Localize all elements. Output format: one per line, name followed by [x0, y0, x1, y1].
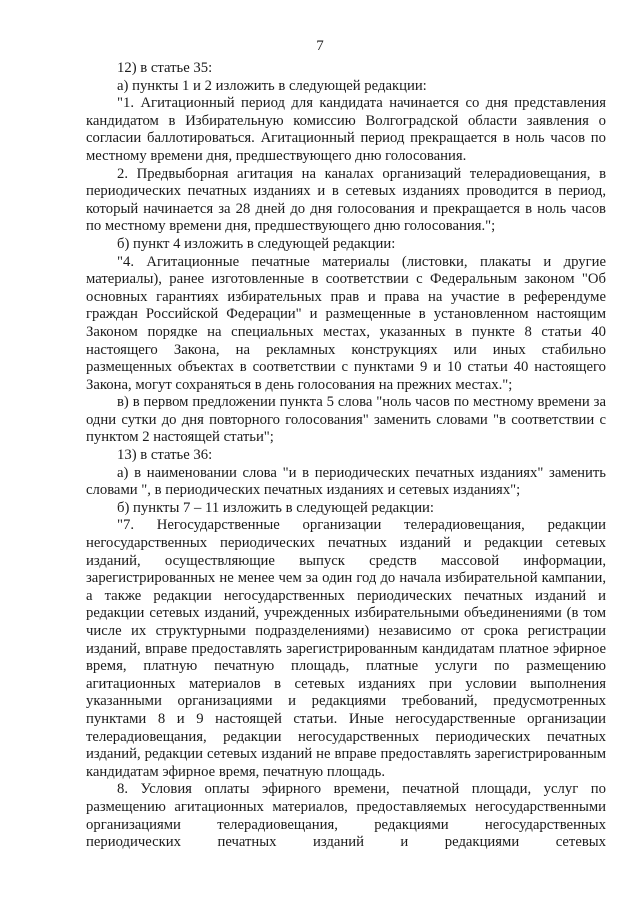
paragraph-article-35-heading: 12) в статье 35: — [117, 60, 213, 76]
paragraph-36-point-7: "7. Негосударственные организации телерадиовещания, редакции негосударственных периодических печатных изданий и редакции сетевых изданий, осуществляющие выпуск средств массовой информации, зарегистрированных не менее чем за один год до начала избирательной кампании, а также редакции негосударственных периодических печатных изданий и редакции сетевых изданий, учрежденных избирательными объединениями (в том числе их структурными подразделениями) независимо от срока регистрации изданий, вправе предоставлять зарегистрированным кандидатам платное эфирное время, платную печатную площадь, платные услуги по размещению агитационных материалов в сетевых изданиях при условии выполнения указанными организациями и редакциями требований, предусмотренных пунктами 8 и 9 настоящей статьи. Иные негосударственные организации телерадиовещания, редакции негосударственных периодических печатных изданий, редакции сетевых изданий не вправе предоставлять зарегистрированным кандидатам эфирное время, печатную площадь. — [86, 517, 606, 780]
paragraph-35-b: б) пункт 4 изложить в следующей редакции: — [117, 235, 396, 252]
paragraph-35-a: а) пункты 1 и 2 изложить в следующей редакции: — [117, 77, 427, 94]
paragraph-35-v: в) в первом предложении пункта 5 слова "ноль часов по местному времени за одни сутки до дня повторного голосования" заменить словами "в соответствии с пунктом 2 настоящей статьи"; — [86, 394, 606, 446]
document-body — [86, 60, 606, 852]
paragraph-article-36-heading: 13) в статье 36: — [117, 447, 213, 464]
paragraph-35-point-4: "4. Агитационные печатные материалы (листовки, плакаты и другие материалы), ранее изготовленные в соответствии с Федеральным законом "Об основных гарантиях избирательных прав и права на участие в референдуме граждан Российской Федерации" и размещенные в установленном настоящим Законом порядке на специальных местах, указанных в пункте 8 статьи 40 настоящего Закона, на рекламных конструкциях или иных стабильно размещенных объектах в соответствии с пунктами 9 и 10 статьи 40 настоящего Закона, могут сохраняться в день голосования на прежних местах."; — [86, 253, 606, 393]
paragraph-35-point-1: "1. Агитационный период для кандидата начинается со дня представления кандидатом в Избирательную комиссию Волгоградской области заявления о согласии баллотироваться. Агитационный период прекращается в ноль часов по местному времени дня, предшествующего дню голосования. — [86, 95, 606, 164]
paragraph-36-a: а) в наименовании слова "и в периодических печатных изданиях" заменить словами ", в периодических печатных изданиях и сетевых изданиях"; — [86, 464, 606, 499]
paragraph-35-point-2: 2. Предвыборная агитация на каналах организаций телерадиовещания, в периодических печатных изданиях и в сетевых изданиях проводится в период, который начинается за 28 дней до дня голосования и прекращается в ноль часов по местному времени дня, предшествующего дню голосования."; — [86, 165, 606, 235]
page-number: 7 — [316, 38, 324, 54]
paragraph-36-b: б) пункты 7 – 11 изложить в следующей редакции: — [117, 499, 434, 516]
paragraph-36-point-8: 8. Условия оплаты эфирного времени, печатной площади, услуг по размещению агитационных материалов, предоставляемых негосударственными организациями телерадиовещания, редакциями негосударственных периодических печатных изданий и редакциями сетевых — [86, 781, 606, 851]
